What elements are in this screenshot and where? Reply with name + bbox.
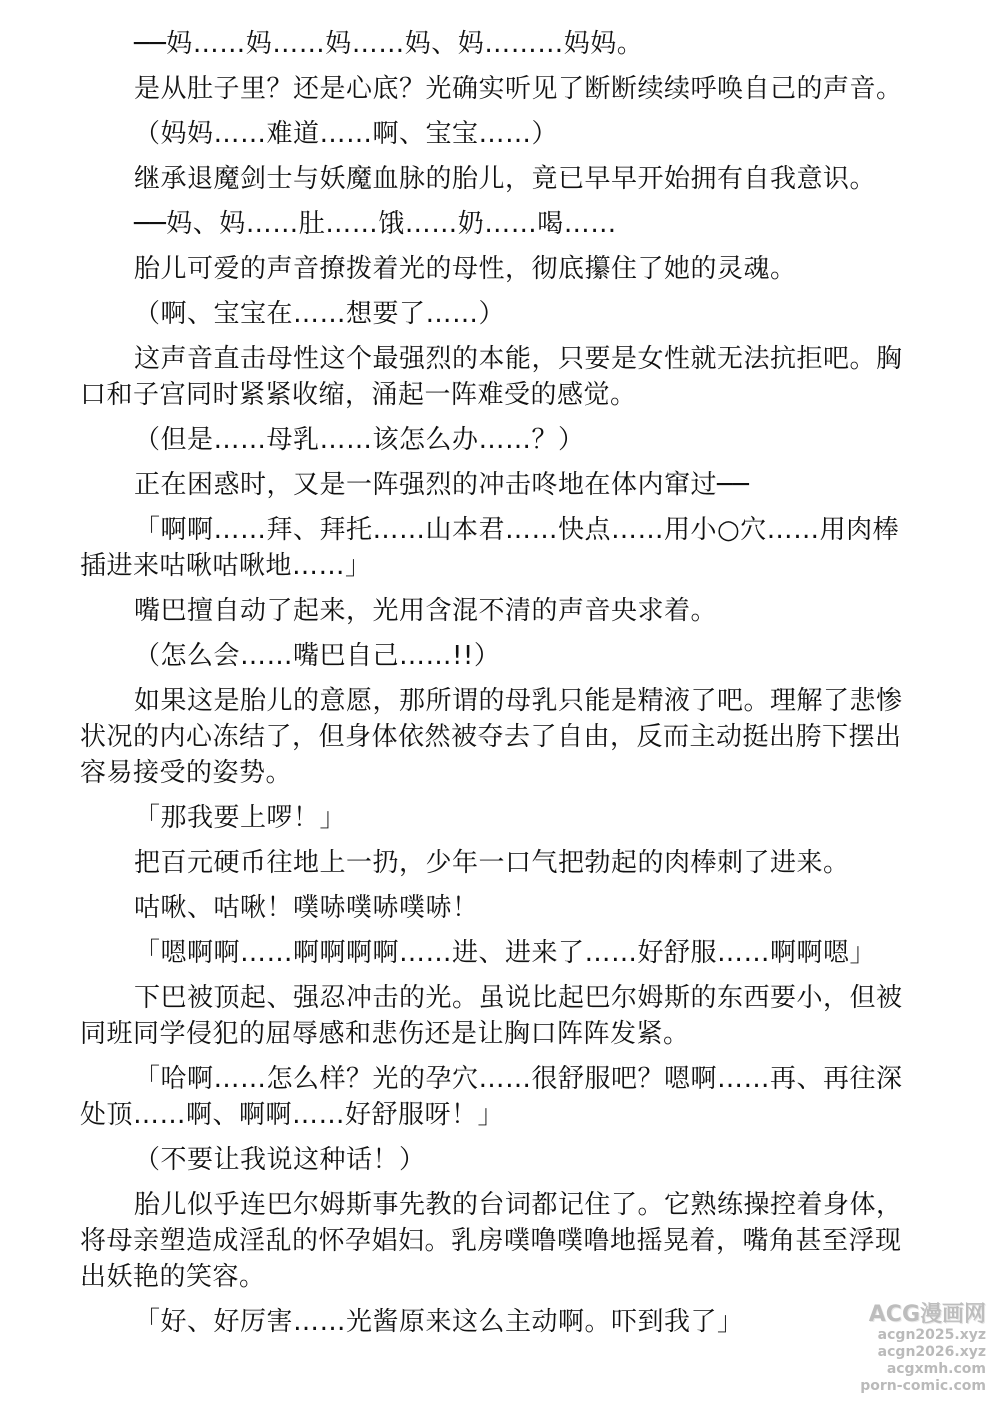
paragraph: （啊、宝宝在……想要了……）: [134, 299, 506, 329]
watermark-url: acgxmh.com: [886, 1361, 986, 1377]
paragraph: 「哈啊……怎么样？光的孕穴……很舒服吧？嗯啊……再、再往深处顶……啊、啊啊……好舒服呀！」: [80, 1064, 903, 1130]
paragraph: 下巴被顶起、强忍冲击的光。虽说比起巴尔姆斯的东西要小，但被同班同学侵犯的屈辱感和悲伤还是让胸口阵阵发紧。: [80, 983, 903, 1049]
paragraph: 胎儿似乎连巴尔姆斯事先教的台词都记住了。它熟练操控着身体，将母亲塑造成淫乱的怀孕娼妇。乳房噗噜噗噜地摇晃着，嘴角甚至浮现出妖艳的笑容。: [80, 1190, 903, 1292]
paragraph: 「那我要上啰！」: [134, 803, 347, 833]
paragraph: （不要让我说这种话！）: [134, 1145, 426, 1175]
paragraph: 嘴巴擅自动了起来，光用含混不清的声音央求着。: [134, 596, 718, 626]
paragraph: 咕啾、咕啾！噗哧噗哧噗哧！: [134, 893, 479, 923]
paragraph: 胎儿可爱的声音撩拨着光的母性，彻底攥住了她的灵魂。: [134, 254, 797, 284]
watermark-logo: ACG漫画网: [868, 1302, 986, 1327]
paragraph: 继承退魔剑士与妖魔血脉的胎儿，竟已早早开始拥有自我意识。: [134, 164, 877, 194]
body-text: [80, 26, 925, 1349]
paragraph: 「啊啊……拜、拜托……山本君……快点……用小○穴……用肉棒插进来咕啾咕啾地……」: [80, 515, 900, 581]
paragraph: 把百元硬币往地上一扔，少年一口气把勃起的肉棒刺了进来。: [134, 848, 850, 878]
watermark-url: porn-comic.com: [860, 1378, 986, 1394]
paragraph: （妈妈……难道……啊、宝宝……）: [134, 119, 559, 149]
watermark-url: acgn2026.xyz: [877, 1344, 986, 1360]
watermark: [826, 1303, 986, 1395]
watermark-url: acgn2025.xyz: [877, 1327, 986, 1343]
paragraph: ──妈……妈……妈……妈、妈………妈妈。: [134, 29, 644, 59]
paragraph: 正在困惑时，又是一阵强烈的冲击咚地在体内窜过──: [134, 470, 750, 500]
paragraph: （但是……母乳……该怎么办……？）: [134, 425, 585, 455]
paragraph: 「好、好厉害……光酱原来这么主动啊。吓到我了」: [134, 1307, 744, 1337]
paragraph: 是从肚子里？还是心底？光确实听见了断断续续呼唤自己的声音。: [134, 74, 903, 104]
paragraph: 「嗯啊啊……啊啊啊啊……进、进来了……好舒服……啊啊嗯」: [134, 938, 877, 968]
paragraph: 如果这是胎儿的意愿，那所谓的母乳只能是精液了吧。理解了悲惨状况的内心冻结了，但身体依然被夺去了自由，反而主动挺出胯下摆出容易接受的姿势。: [80, 686, 903, 788]
paragraph: 这声音直击母性这个最强烈的本能，只要是女性就无法抗拒吧。胸口和子宫同时紧紧收缩，涌起一阵难受的感觉。: [80, 344, 903, 410]
paragraph: ──妈、妈……肚……饿……奶……喝……: [134, 209, 617, 239]
paragraph: （怎么会……嘴巴自己……!!）: [134, 641, 501, 671]
